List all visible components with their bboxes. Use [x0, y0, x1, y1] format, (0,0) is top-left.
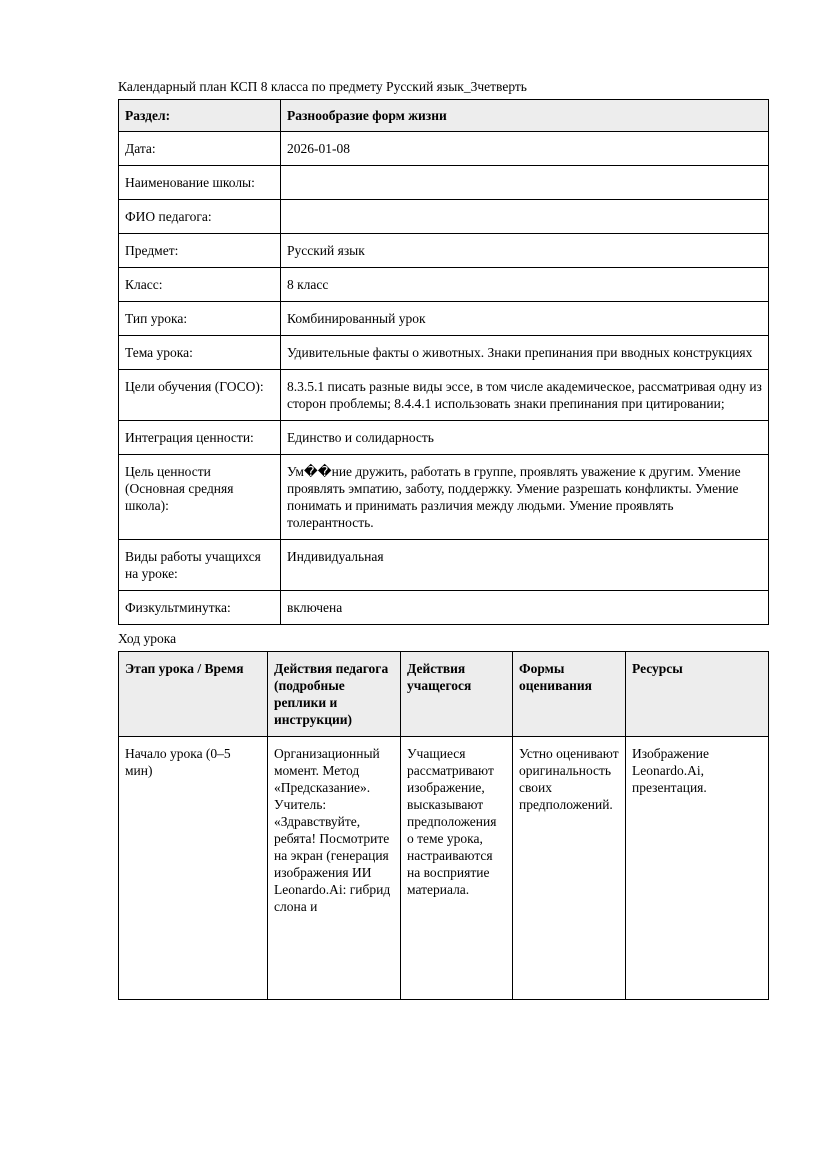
course-header-cell: Этап урока / Время	[119, 652, 268, 737]
course-cell: Изображение Leonardo.Ai, презентация.	[626, 737, 769, 1000]
info-table-row	[119, 421, 769, 455]
lesson-flow-table	[118, 651, 769, 1000]
info-row-value: 8 класс	[281, 268, 769, 302]
info-row-value: 2026-01-08	[281, 132, 769, 166]
info-table-row	[119, 591, 769, 625]
info-row-value: 8.3.5.1 писать разные виды эссе, в том числе академическое, рассматривая одну из сторон проблемы; 8.4.4.1 использовать знаки препинания при цитировании;	[281, 370, 769, 421]
info-row-value	[281, 200, 769, 234]
info-row-label: Цели обучения (ГОСО):	[119, 370, 281, 421]
info-table-row	[119, 234, 769, 268]
course-header-cell: Формы оценивания	[513, 652, 626, 737]
info-row-value: Единство и солидарность	[281, 421, 769, 455]
course-cell: Начало урока (0–5 мин)	[119, 737, 268, 1000]
course-cell: Организационный момент. Метод «Предсказание». Учитель: «Здравствуйте, ребята! Посмотрите на экран (генерация изображения ИИ Leonardo.Ai: гибрид слона и	[268, 737, 401, 1000]
info-table-row	[119, 100, 769, 132]
info-row-value	[281, 166, 769, 200]
section-heading: Ход урока	[118, 631, 177, 646]
info-row-label: Раздел:	[119, 100, 281, 132]
info-table-row	[119, 540, 769, 591]
info-row-label: Интеграция ценности:	[119, 421, 281, 455]
info-row-value: Русский язык	[281, 234, 769, 268]
info-table-row	[119, 370, 769, 421]
info-table-row	[119, 166, 769, 200]
course-cell: Учащиеся рассматривают изображение, высказывают предположения о теме урока, настраиваются на восприятие материала.	[401, 737, 513, 1000]
course-cell: Устно оценивают оригинальность своих предположений.	[513, 737, 626, 1000]
info-row-value: Разнообразие форм жизни	[281, 100, 769, 132]
course-table-row	[119, 737, 769, 1000]
info-table-row	[119, 455, 769, 540]
info-row-value: Удивительные факты о животных. Знаки препинания при вводных конструкциях	[281, 336, 769, 370]
info-table-row	[119, 336, 769, 370]
course-header-cell: Действия педагога (подробные реплики и инструкции)	[268, 652, 401, 737]
info-row-label: Тип урока:	[119, 302, 281, 336]
info-table-row	[119, 200, 769, 234]
info-row-label: ФИО педагога:	[119, 200, 281, 234]
info-row-value: включена	[281, 591, 769, 625]
course-header-cell: Действия учащегося	[401, 652, 513, 737]
info-row-label: Виды работы учащихся на уроке:	[119, 540, 281, 591]
info-table-row	[119, 302, 769, 336]
info-row-value: Комбинированный урок	[281, 302, 769, 336]
page-title: Календарный план КСП 8 класса по предмету Русский язык_3четверть	[118, 79, 527, 94]
info-table-row	[119, 132, 769, 166]
info-row-label: Дата:	[119, 132, 281, 166]
document-page	[118, 78, 768, 1000]
course-header-cell: Ресурсы	[626, 652, 769, 737]
info-row-label: Предмет:	[119, 234, 281, 268]
info-row-value: Индивидуальная	[281, 540, 769, 591]
info-row-label: Цель ценности (Основная средняя школа):	[119, 455, 281, 540]
info-table-row	[119, 268, 769, 302]
course-header-row	[119, 652, 769, 737]
lesson-info-table	[118, 99, 769, 625]
info-row-label: Физкультминутка:	[119, 591, 281, 625]
info-row-value: Ум��ние дружить, работать в группе, проявлять уважение к другим. Умение проявлять эмпатию, заботу, поддержку. Умение разрешать конфликты. Умение понимать и принимать различия между людьми. Умение проявлять толерантность.	[281, 455, 769, 540]
info-row-label: Класс:	[119, 268, 281, 302]
info-row-label: Тема урока:	[119, 336, 281, 370]
info-row-label: Наименование школы:	[119, 166, 281, 200]
